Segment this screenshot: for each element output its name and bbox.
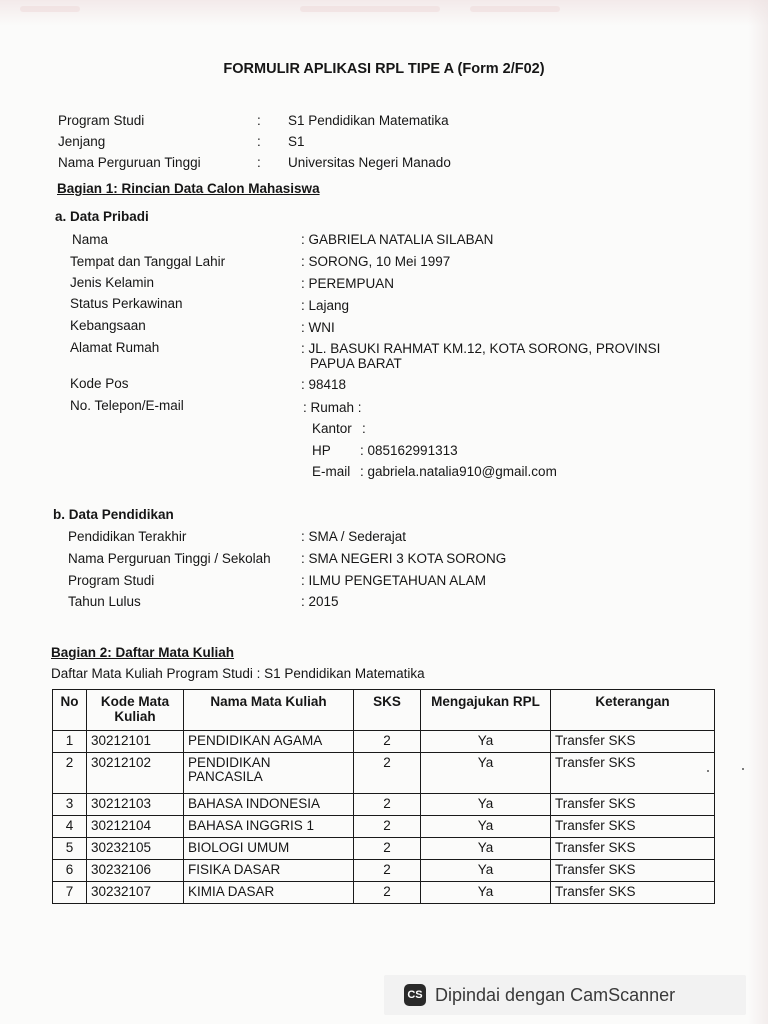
personal-value-nama: : GABRIELA NATALIA SILABAN bbox=[301, 232, 494, 247]
header-label-program-studi: Program Studi bbox=[58, 113, 145, 128]
personal-value-alamat-line2: PAPUA BARAT bbox=[310, 356, 402, 371]
cell-kode: 30212101 bbox=[87, 731, 184, 753]
course-list-subtitle: Daftar Mata Kuliah Program Studi : S1 Pendidikan Matematika bbox=[51, 666, 425, 681]
table-row bbox=[53, 753, 715, 794]
col-header-keterangan: Keterangan bbox=[551, 690, 715, 731]
col-header-no: No bbox=[53, 690, 87, 731]
education-value-tahun-lulus: : 2015 bbox=[301, 594, 339, 609]
scan-speck bbox=[707, 770, 709, 772]
table-row bbox=[53, 838, 715, 860]
cell-rpl: Ya bbox=[421, 753, 551, 794]
contact-label-hp: HP bbox=[312, 443, 331, 458]
cell-sks: 2 bbox=[354, 753, 421, 794]
cell-no: 1 bbox=[53, 731, 87, 753]
personal-data-heading: a. Data Pribadi bbox=[55, 209, 149, 224]
cell-no: 6 bbox=[53, 860, 87, 882]
cell-no: 4 bbox=[53, 816, 87, 838]
cell-no: 2 bbox=[53, 753, 87, 794]
table-row bbox=[53, 816, 715, 838]
personal-value-kebangsaan: : WNI bbox=[301, 320, 335, 335]
personal-label-kode-pos: Kode Pos bbox=[70, 376, 129, 391]
table-row bbox=[53, 731, 715, 753]
header-value-jenjang: S1 bbox=[288, 134, 305, 149]
education-label-tahun-lulus: Tahun Lulus bbox=[68, 594, 141, 609]
contact-label-kantor: Kantor bbox=[312, 421, 352, 436]
cell-nama: BIOLOGI UMUM bbox=[184, 838, 354, 860]
cell-rpl: Ya bbox=[421, 731, 551, 753]
cell-rpl: Ya bbox=[421, 882, 551, 904]
cell-keterangan: Transfer SKS bbox=[551, 838, 715, 860]
scan-right-edge bbox=[748, 0, 768, 1024]
personal-value-status: : Lajang bbox=[301, 298, 350, 313]
cell-kode: 30232106 bbox=[87, 860, 184, 882]
cell-rpl: Ya bbox=[421, 860, 551, 882]
header-sep: : bbox=[257, 155, 261, 170]
table-row bbox=[53, 860, 715, 882]
scan-speck bbox=[742, 768, 744, 770]
personal-value-ttl: : SORONG, 10 Mei 1997 bbox=[301, 254, 451, 269]
col-header-nama: Nama Mata Kuliah bbox=[184, 690, 354, 731]
cell-keterangan: Transfer SKS bbox=[551, 753, 715, 794]
cell-no: 3 bbox=[53, 794, 87, 816]
cell-keterangan: Transfer SKS bbox=[551, 794, 715, 816]
scan-top-edge bbox=[0, 0, 768, 26]
header-value-program-studi: S1 Pendidikan Matematika bbox=[288, 113, 449, 128]
cell-kode: 30212102 bbox=[87, 753, 184, 794]
cell-keterangan: Transfer SKS bbox=[551, 860, 715, 882]
cell-sks: 2 bbox=[354, 794, 421, 816]
header-label-jenjang: Jenjang bbox=[58, 134, 106, 149]
cell-keterangan: Transfer SKS bbox=[551, 731, 715, 753]
education-value-pendidikan: : SMA / Sederajat bbox=[301, 529, 407, 544]
personal-label-alamat: Alamat Rumah bbox=[70, 340, 160, 355]
personal-label-nama: Nama bbox=[72, 232, 109, 247]
course-table bbox=[52, 689, 715, 904]
cell-kode: 30212104 bbox=[87, 816, 184, 838]
cell-sks: 2 bbox=[354, 731, 421, 753]
cell-sks: 2 bbox=[354, 860, 421, 882]
cell-nama: BAHASA INGGRIS 1 bbox=[184, 816, 354, 838]
cell-rpl: Ya bbox=[421, 794, 551, 816]
cell-sks: 2 bbox=[354, 882, 421, 904]
camscanner-text: Dipindai dengan CamScanner bbox=[435, 984, 676, 1005]
personal-value-alamat-line1: : JL. BASUKI RAHMAT KM.12, KOTA SORONG, PROVINSI bbox=[301, 341, 661, 356]
cell-sks: 2 bbox=[354, 816, 421, 838]
col-header-kode: Kode Mata Kuliah bbox=[87, 690, 184, 731]
header-sep: : bbox=[257, 134, 261, 149]
cell-keterangan: Transfer SKS bbox=[551, 816, 715, 838]
cell-rpl: Ya bbox=[421, 816, 551, 838]
contact-value-email: : gabriela.natalia910@gmail.com bbox=[360, 464, 557, 479]
education-label-pendidikan: Pendidikan Terakhir bbox=[68, 529, 187, 544]
cell-kode: 30232105 bbox=[87, 838, 184, 860]
personal-label-status: Status Perkawinan bbox=[70, 296, 183, 311]
cell-nama: PENDIDIKAN PANCASILA bbox=[184, 753, 354, 794]
header-sep: : bbox=[257, 113, 261, 128]
table-row bbox=[53, 882, 715, 904]
cell-kode: 30232107 bbox=[87, 882, 184, 904]
cell-rpl: Ya bbox=[421, 838, 551, 860]
education-label-program-studi: Program Studi bbox=[68, 573, 155, 588]
contact-value-hp: : 085162991313 bbox=[360, 443, 458, 458]
col-header-rpl: Mengajukan RPL bbox=[421, 690, 551, 731]
col-header-sks: SKS bbox=[354, 690, 421, 731]
education-data-heading: b. Data Pendidikan bbox=[53, 507, 174, 522]
header-value-perguruan-tinggi: Universitas Negeri Manado bbox=[288, 155, 451, 170]
contact-label-email: E-mail bbox=[312, 464, 351, 479]
education-label-sekolah: Nama Perguruan Tinggi / Sekolah bbox=[68, 551, 271, 566]
personal-label-jenis-kelamin: Jenis Kelamin bbox=[70, 275, 155, 290]
form-title: FORMULIR APLIKASI RPL TIPE A (Form 2/F02) bbox=[223, 61, 545, 77]
table-header-row bbox=[53, 690, 715, 731]
cell-keterangan: Transfer SKS bbox=[551, 882, 715, 904]
camscanner-logo-icon: CS bbox=[404, 984, 426, 1006]
education-value-program-studi: : ILMU PENGETAHUAN ALAM bbox=[301, 573, 487, 588]
section2-heading: Bagian 2: Daftar Mata Kuliah bbox=[51, 645, 235, 660]
contact-value-kantor: : bbox=[362, 421, 366, 436]
education-value-sekolah: : SMA NEGERI 3 KOTA SORONG bbox=[301, 551, 507, 566]
personal-label-kebangsaan: Kebangsaan bbox=[70, 318, 146, 333]
section1-heading: Bagian 1: Rincian Data Calon Mahasiswa bbox=[57, 181, 320, 196]
cell-no: 5 bbox=[53, 838, 87, 860]
cell-nama: KIMIA DASAR bbox=[184, 882, 354, 904]
header-label-perguruan-tinggi: Nama Perguruan Tinggi bbox=[58, 155, 201, 170]
cell-nama: PENDIDIKAN AGAMA bbox=[184, 731, 354, 753]
camscanner-watermark bbox=[384, 975, 746, 1015]
contact-rumah: : Rumah : bbox=[303, 400, 362, 415]
personal-value-kode-pos: : 98418 bbox=[301, 377, 347, 392]
personal-label-ttl: Tempat dan Tanggal Lahir bbox=[70, 254, 226, 269]
cell-nama: FISIKA DASAR bbox=[184, 860, 354, 882]
cell-nama: BAHASA INDONESIA bbox=[184, 794, 354, 816]
table-row bbox=[53, 794, 715, 816]
cell-kode: 30212103 bbox=[87, 794, 184, 816]
personal-label-telepon: No. Telepon/E-mail bbox=[70, 398, 184, 413]
personal-value-jenis-kelamin: : PEREMPUAN bbox=[301, 276, 395, 291]
cell-sks: 2 bbox=[354, 838, 421, 860]
cell-no: 7 bbox=[53, 882, 87, 904]
